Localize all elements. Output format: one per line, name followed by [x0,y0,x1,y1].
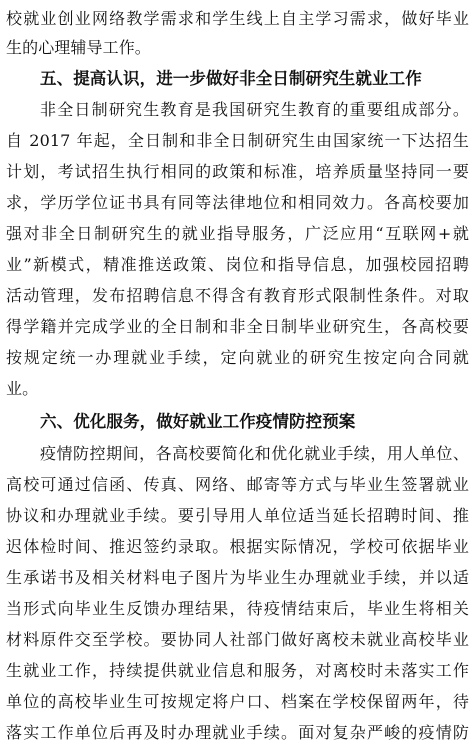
paragraph-line: 活动管理，发布招聘信息不得含有教育形式限制性条件。对取 [6,286,469,305]
paragraph-line: 校就业创业网络教学需求和学生线上自主学习需求，做好毕业 [6,9,469,28]
paragraph-line: 得学籍并完成学业的全日制和非全日制毕业研究生，各高校要 [6,317,469,336]
paragraph-line: 生承诺书及相关材料电子图片为毕业生办理就业手续，并以适 [6,568,469,587]
section-heading-6: 六、优化服务，做好就业工作疫情防控预案 [40,412,356,431]
paragraph-line: 业。 [6,379,39,398]
paragraph-line: 当形式向毕业生反馈办理结果，待疫情结束后，毕业生将相关 [6,599,469,618]
paragraph-line: 疫情防控期间，各高校要简化和优化就业手续，用人单位、 [40,444,469,463]
section-heading-5: 五、提高认识，进一步做好非全日制研究生就业工作 [40,69,422,88]
paragraph-line: 高校可通过信函、传真、网络、邮寄等方式与毕业生签署就业 [6,475,469,494]
paragraph-line: 生的心理辅导工作。 [6,38,151,57]
paragraph-line: 业”新模式，精准推送政策、岗位和指导信息，加强校园招聘 [6,255,469,274]
paragraph-line: 自 2017 年起，全日制和非全日制研究生由国家统一下达招生 [6,131,469,150]
paragraph-line: 按规定统一办理就业手续，定向就业的研究生按定向合同就 [6,348,469,367]
paragraph-line: 材料原件交至学校。要协同人社部门做好离校未就业高校毕业 [6,630,469,649]
paragraph-line: 生就业工作，持续提供就业信息和服务，对离校时未落实工作 [6,661,469,680]
paragraph-line: 非全日制研究生教育是我国研究生教育的重要组成部分。 [40,100,469,119]
paragraph-line: 求，学历学位证书具有同等法律地位和相同效力。各高校要加 [6,193,469,212]
paragraph-line: 迟体检时间、推迟签约录取。根据实际情况，学校可依据毕业 [6,537,469,556]
paragraph-line: 强对非全日制研究生的就业指导服务，广泛应用“互联网+就 [6,224,469,243]
paragraph-line: 协议和办理就业手续。要引导用人单位适当延长招聘时间、推 [6,506,469,525]
paragraph-line: 计划，考试招生执行相同的政策和标准，培养质量坚持同一要 [6,162,469,181]
paragraph-line: 单位的高校毕业生可按规定将户口、档案在学校保留两年，待 [6,692,469,711]
paragraph-line: 落实工作单位后再及时办理就业手续。面对复杂严峻的疫情防 [6,723,469,742]
